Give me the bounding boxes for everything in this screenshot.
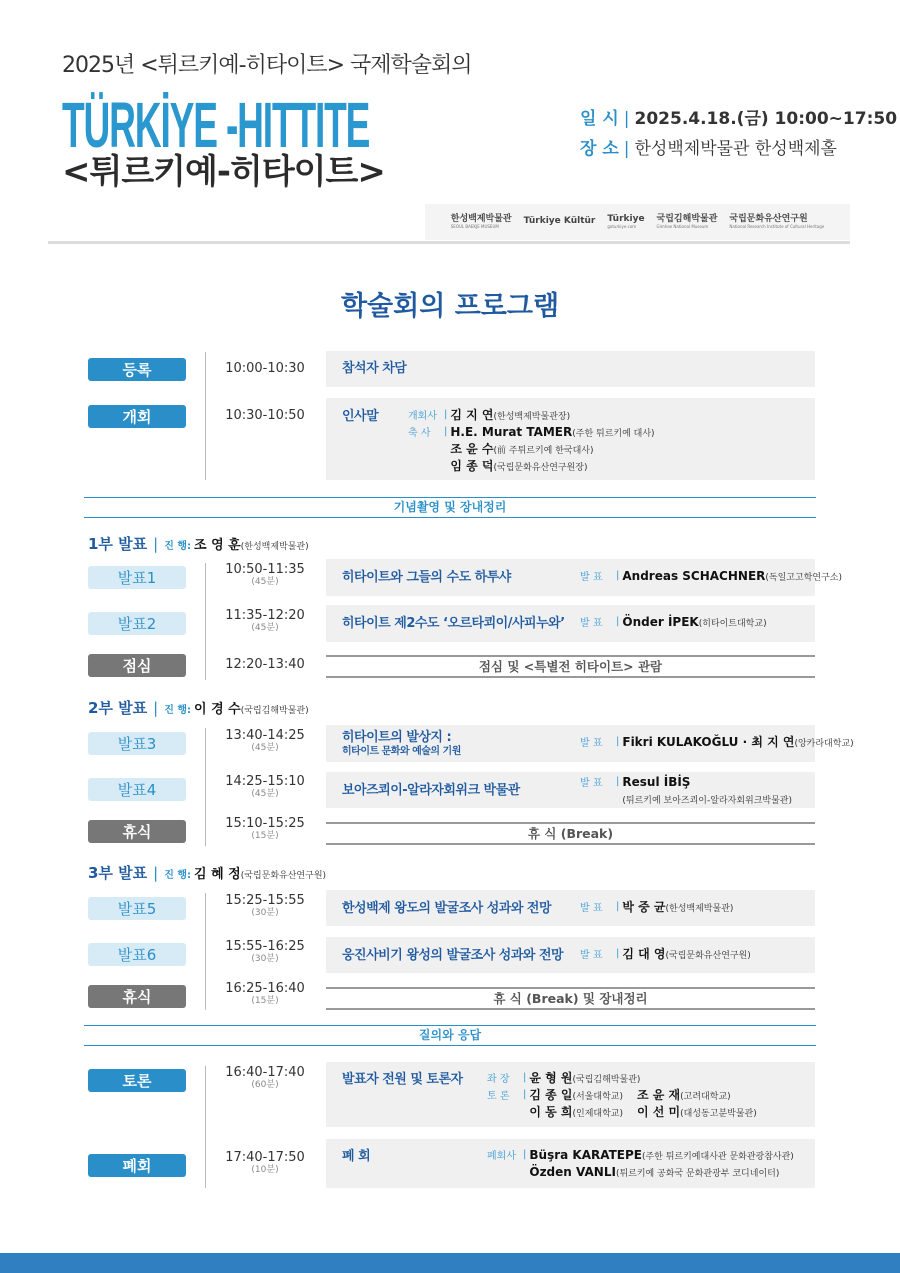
duration: (45분) — [251, 743, 279, 753]
speaker-list — [408, 406, 669, 474]
session-content — [326, 559, 842, 596]
speaker — [622, 615, 766, 629]
speaker-affiliation: (튀르키예 보아즈쾨이-알라자회위크박물관) — [622, 795, 792, 806]
session-content — [326, 398, 815, 480]
part-heading — [88, 862, 326, 883]
speaker-line — [487, 1069, 771, 1086]
role-label: 발 표 — [580, 738, 603, 749]
role-label: 발 표 — [580, 572, 603, 583]
session-content — [326, 351, 815, 387]
speaker-name: Özden VANLI — [529, 1164, 616, 1179]
role-label: 토 론 — [487, 1091, 510, 1102]
separator: | — [616, 948, 620, 959]
session-time — [222, 893, 308, 919]
separator: | — [444, 426, 448, 437]
event-venue — [580, 138, 837, 160]
role-label: 발 표 — [580, 903, 603, 914]
time-range: 16:25-16:40 — [225, 981, 305, 996]
session-time — [222, 361, 308, 376]
session-content — [326, 890, 815, 926]
role-label: 발 표 — [580, 778, 603, 789]
speaker — [450, 457, 587, 474]
speaker-name: 김 대 영 — [622, 947, 666, 961]
speaker-affiliation: (서울대학교) — [572, 1092, 624, 1102]
speaker-name: 김 지 연 — [450, 408, 494, 422]
speaker-line — [487, 1163, 808, 1180]
separator: | — [444, 409, 448, 420]
speaker — [637, 1086, 731, 1103]
speaker-list — [580, 567, 856, 584]
speaker-name: H.E. Murat TAMER — [450, 424, 573, 439]
time-range: 15:55-16:25 — [225, 939, 305, 954]
separator: | — [523, 1089, 527, 1100]
duration: (30분) — [251, 954, 279, 964]
speaker-affiliation: (한성백제박물관) — [665, 904, 734, 914]
sponsor-logo — [607, 215, 644, 229]
speaker — [529, 1086, 623, 1103]
speaker — [622, 775, 690, 789]
speaker-affiliation: (국립문화유산연구원) — [665, 951, 751, 961]
sponsor-logo — [657, 215, 718, 229]
speaker-affiliation: (고려대학교) — [680, 1092, 731, 1102]
event-date — [580, 108, 897, 130]
speaker — [529, 1165, 779, 1179]
session-time — [222, 728, 308, 754]
speaker-line — [580, 567, 856, 584]
break-banner: 점심 및 <특별전 히타이트> 관람 — [326, 655, 815, 678]
title-text: 발표자 전원 및 토론자 — [342, 1072, 463, 1087]
speaker-list — [580, 733, 868, 750]
speaker-list — [487, 1146, 808, 1180]
section-divider: 기념촬영 및 장내정리 — [84, 497, 816, 518]
separator: | — [616, 736, 620, 747]
speaker — [450, 440, 593, 457]
speaker — [622, 898, 733, 915]
role-label: 발 표 — [580, 618, 603, 629]
timeline-divider — [205, 563, 206, 680]
session-label: 발표5 — [88, 897, 186, 920]
session-content — [326, 605, 815, 642]
speaker-line — [408, 440, 669, 457]
speaker-name: 윤 형 원 — [529, 1071, 573, 1085]
session-subtitle: 히타이트 문화와 예술의 기원 — [342, 745, 461, 757]
separator: | — [153, 535, 159, 553]
time-range: 13:40-14:25 — [225, 728, 305, 743]
logo-name: 한성백제박물관 — [450, 213, 512, 224]
title-text: 한성백제 왕도의 발굴조사 성과와 전망 — [342, 900, 552, 916]
speaker-list — [580, 898, 747, 915]
session-title — [342, 890, 572, 926]
time-range: 17:40-17:50 — [225, 1150, 305, 1165]
session-label: 점심 — [88, 654, 186, 677]
speaker-name: 조 윤 재 — [637, 1088, 681, 1102]
session-time — [222, 816, 308, 842]
chair-name: 이 경 수 — [194, 702, 241, 717]
speaker-list — [580, 945, 765, 962]
speaker — [450, 425, 654, 439]
title-text: 폐 회 — [342, 1149, 371, 1164]
speaker-list — [580, 613, 781, 630]
time-range: 10:00-10:30 — [225, 361, 305, 376]
speaker — [622, 945, 750, 962]
speaker — [529, 1069, 640, 1086]
speaker — [637, 1103, 757, 1120]
chair-label: 진 행: — [164, 705, 192, 716]
date-value: 2025.4.18.(금) 10:00~17:50 — [634, 109, 898, 129]
speaker-affiliation: (국립김해박물관) — [572, 1075, 641, 1085]
speaker-line — [408, 457, 669, 474]
part-label: 1부 발표 — [88, 535, 148, 553]
time-range: 10:50-11:35 — [225, 562, 305, 577]
logo-name: Türkiye — [607, 213, 645, 224]
speaker-line — [580, 898, 747, 915]
session-label: 발표3 — [88, 732, 186, 755]
chair-name: 조 영 훈 — [194, 538, 241, 553]
session-title — [342, 361, 406, 376]
separator: | — [616, 776, 620, 787]
duration: (60분) — [251, 1080, 279, 1090]
title-text: 히타이트와 그들의 수도 하투샤 — [342, 570, 511, 585]
session-time — [222, 562, 308, 588]
time-range: 10:30-10:50 — [225, 408, 305, 423]
part-heading — [88, 697, 309, 718]
speaker-affiliation: (대성동고분박물관) — [680, 1109, 757, 1119]
part-label: 3부 발표 — [88, 864, 148, 882]
speaker-line — [487, 1086, 771, 1103]
title-text: 인사말 — [342, 409, 379, 424]
logo-subtitle: National Research Institute of Cultural Heritage — [729, 223, 825, 229]
speaker-affiliation: (튀르키예 공화국 문화관광부 코디네이터) — [615, 1168, 780, 1179]
role-label: 좌 장 — [487, 1074, 510, 1085]
role-label: 발 표 — [580, 950, 603, 961]
duration: (45분) — [251, 577, 279, 587]
separator: | — [523, 1149, 527, 1160]
separator: | — [153, 699, 159, 717]
session-time — [222, 981, 308, 1007]
sponsor-logos — [425, 204, 850, 240]
session-time — [222, 408, 308, 423]
session-label: 휴식 — [88, 820, 186, 843]
session-time — [222, 939, 308, 965]
speaker-affiliation: (독일고고학연구소) — [765, 572, 842, 583]
separator: | — [623, 139, 630, 159]
speaker-line — [408, 406, 669, 423]
sponsor-logo — [451, 215, 512, 229]
session-title — [342, 1149, 370, 1164]
speaker — [622, 733, 853, 750]
speaker-line — [487, 1146, 808, 1163]
break-banner: 휴 식 (Break) — [326, 822, 815, 845]
speaker-list — [580, 773, 806, 807]
session-time — [222, 1065, 308, 1091]
title-english: TÜRKİYE -HITTITE — [62, 89, 370, 161]
session-content — [326, 772, 815, 808]
duration: (30분) — [251, 908, 279, 918]
date-label: 일 시 — [580, 109, 619, 129]
duration: (15분) — [251, 831, 279, 841]
speaker-name: Andreas SCHACHNER — [622, 568, 766, 583]
session-label: 개회 — [88, 405, 186, 428]
separator: | — [616, 570, 620, 581]
title-text: 보아즈쾨이-알라자회위크 박물관 — [342, 782, 520, 798]
role-label: 축 사 — [408, 428, 431, 439]
separator: | — [616, 616, 620, 627]
speaker — [622, 792, 792, 806]
venue-value: 한성백제박물관 한성백제홀 — [634, 139, 837, 159]
session-time — [222, 608, 308, 634]
speaker-affiliation: (주한 튀르키예 대사) — [572, 428, 655, 439]
title-text: 히타이트 제2수도 ‘오르타쾨이/사피누와’ — [342, 616, 565, 631]
speaker-affiliation: (앙카라대학교) — [794, 739, 854, 749]
speaker-line — [580, 613, 781, 630]
timeline-divider — [205, 893, 206, 1010]
session-label: 발표4 — [88, 778, 186, 801]
time-range: 15:25-15:55 — [225, 893, 305, 908]
duration: (45분) — [251, 623, 279, 633]
speaker-name: Büşra KARATEPE — [529, 1147, 642, 1162]
session-time — [222, 1150, 308, 1176]
speaker-affiliation: (히타이트대학교) — [698, 618, 767, 629]
duration: (45분) — [251, 789, 279, 799]
conference-subtitle: 2025년 <튀르키예-히타이트> 국제학술회의 — [62, 53, 472, 78]
session-time — [222, 774, 308, 800]
time-range: 16:40-17:40 — [225, 1065, 305, 1080]
speaker-name: Fikri KULAKOĞLU · 최 지 연 — [622, 735, 795, 749]
session-label: 발표2 — [88, 612, 186, 635]
role-label: 폐회사 — [487, 1151, 516, 1162]
time-range: 12:20-13:40 — [225, 657, 305, 672]
title-text: 히타이트의 발상지 : — [342, 729, 452, 745]
logo-subtitle: Gimhae National Museum — [656, 223, 709, 229]
speaker-name: Resul İBİŞ — [622, 774, 691, 789]
session-label: 휴식 — [88, 985, 186, 1008]
duration: (10분) — [251, 1165, 279, 1175]
speaker-list — [487, 1069, 771, 1120]
timeline-divider — [205, 352, 206, 480]
session-content — [326, 1062, 815, 1127]
chair-affiliation: (국립문화유산연구원) — [240, 871, 327, 881]
session-label: 등록 — [88, 358, 186, 381]
section-divider: 질의와 응답 — [84, 1025, 816, 1046]
role-label: 개회사 — [408, 411, 437, 422]
speaker-line — [487, 1103, 771, 1120]
logo-subtitle: SEOUL BAEKJE MUSEUM — [450, 223, 499, 229]
time-range: 15:10-15:25 — [225, 816, 305, 831]
logo-name: 국립문화유산연구원 — [729, 213, 808, 224]
time-range: 11:35-12:20 — [225, 608, 305, 623]
session-time — [222, 657, 308, 672]
speaker-name: Önder İPEK — [622, 614, 699, 629]
venue-label: 장 소 — [580, 139, 619, 159]
session-label: 폐회 — [88, 1154, 186, 1177]
speaker-line — [580, 733, 868, 750]
session-title — [342, 772, 572, 808]
speaker — [529, 1103, 623, 1120]
title-text: 웅진사비기 왕성의 발굴조사 성과와 전망 — [342, 947, 564, 963]
chair-name: 김 혜 정 — [194, 867, 241, 882]
session-label: 발표6 — [88, 943, 186, 966]
session-title — [342, 409, 378, 424]
time-range: 14:25-15:10 — [225, 774, 305, 789]
speaker-name: 조 윤 수 — [450, 442, 494, 456]
title-korean: <튀르키예-히타이트> — [62, 152, 385, 192]
speaker-affiliation: (주한 튀르키예대사관 문화관광참사관) — [641, 1151, 794, 1162]
speaker-affiliation: (인제대학교) — [572, 1109, 624, 1119]
speaker-name: 김 종 일 — [529, 1088, 573, 1102]
part-label: 2부 발표 — [88, 699, 148, 717]
session-content — [326, 937, 815, 973]
speaker-line — [580, 773, 806, 790]
logo-name: Türkiye Kültür — [523, 216, 596, 227]
speaker-name: 임 종 덕 — [450, 459, 494, 473]
part-heading — [88, 533, 309, 554]
speaker — [450, 406, 570, 423]
speaker-name: 이 동 희 — [529, 1105, 573, 1119]
session-label: 토론 — [88, 1069, 186, 1092]
duration: (15분) — [251, 996, 279, 1006]
speaker-affiliation: (한성백제박물관장) — [493, 412, 571, 422]
sponsor-logo — [524, 217, 596, 227]
speaker-line — [580, 945, 765, 962]
session-title — [342, 605, 572, 642]
speaker — [622, 569, 842, 583]
logo-name: 국립김해박물관 — [656, 213, 718, 224]
separator: | — [623, 109, 630, 129]
timeline-divider — [205, 728, 206, 846]
header-divider — [48, 241, 850, 244]
break-banner: 휴 식 (Break) 및 장내정리 — [326, 987, 815, 1010]
chair-label: 진 행: — [164, 541, 192, 552]
session-content — [326, 725, 854, 762]
speaker-affiliation: (前 주튀르키예 한국대사) — [493, 446, 594, 456]
chair-label: 진 행: — [164, 870, 192, 881]
logo-subtitle: goturkiye.com — [607, 223, 637, 229]
speaker — [529, 1148, 793, 1162]
speaker-line — [580, 790, 806, 807]
chair-affiliation: (국립김해박물관) — [240, 706, 309, 716]
session-title — [342, 559, 572, 596]
speaker-line — [408, 423, 669, 440]
speaker-name: 이 선 미 — [637, 1105, 681, 1119]
separator: | — [153, 864, 159, 882]
session-content — [326, 1139, 815, 1188]
title-text: 참석자 차담 — [342, 361, 407, 376]
separator: | — [523, 1072, 527, 1083]
footer-bar — [0, 1253, 900, 1273]
separator: | — [616, 901, 620, 912]
session-label: 발표1 — [88, 566, 186, 589]
timeline-divider — [205, 1066, 206, 1188]
chair-affiliation: (한성백제박물관) — [240, 542, 309, 552]
session-title — [342, 725, 572, 762]
speaker-name: 박 중 균 — [622, 900, 666, 914]
program-title: 학술회의 프로그램 — [340, 291, 560, 322]
session-title — [342, 1072, 463, 1087]
speaker-affiliation: (국립문화유산연구원장) — [493, 463, 588, 473]
session-title — [342, 937, 572, 973]
sponsor-logo — [729, 215, 824, 229]
